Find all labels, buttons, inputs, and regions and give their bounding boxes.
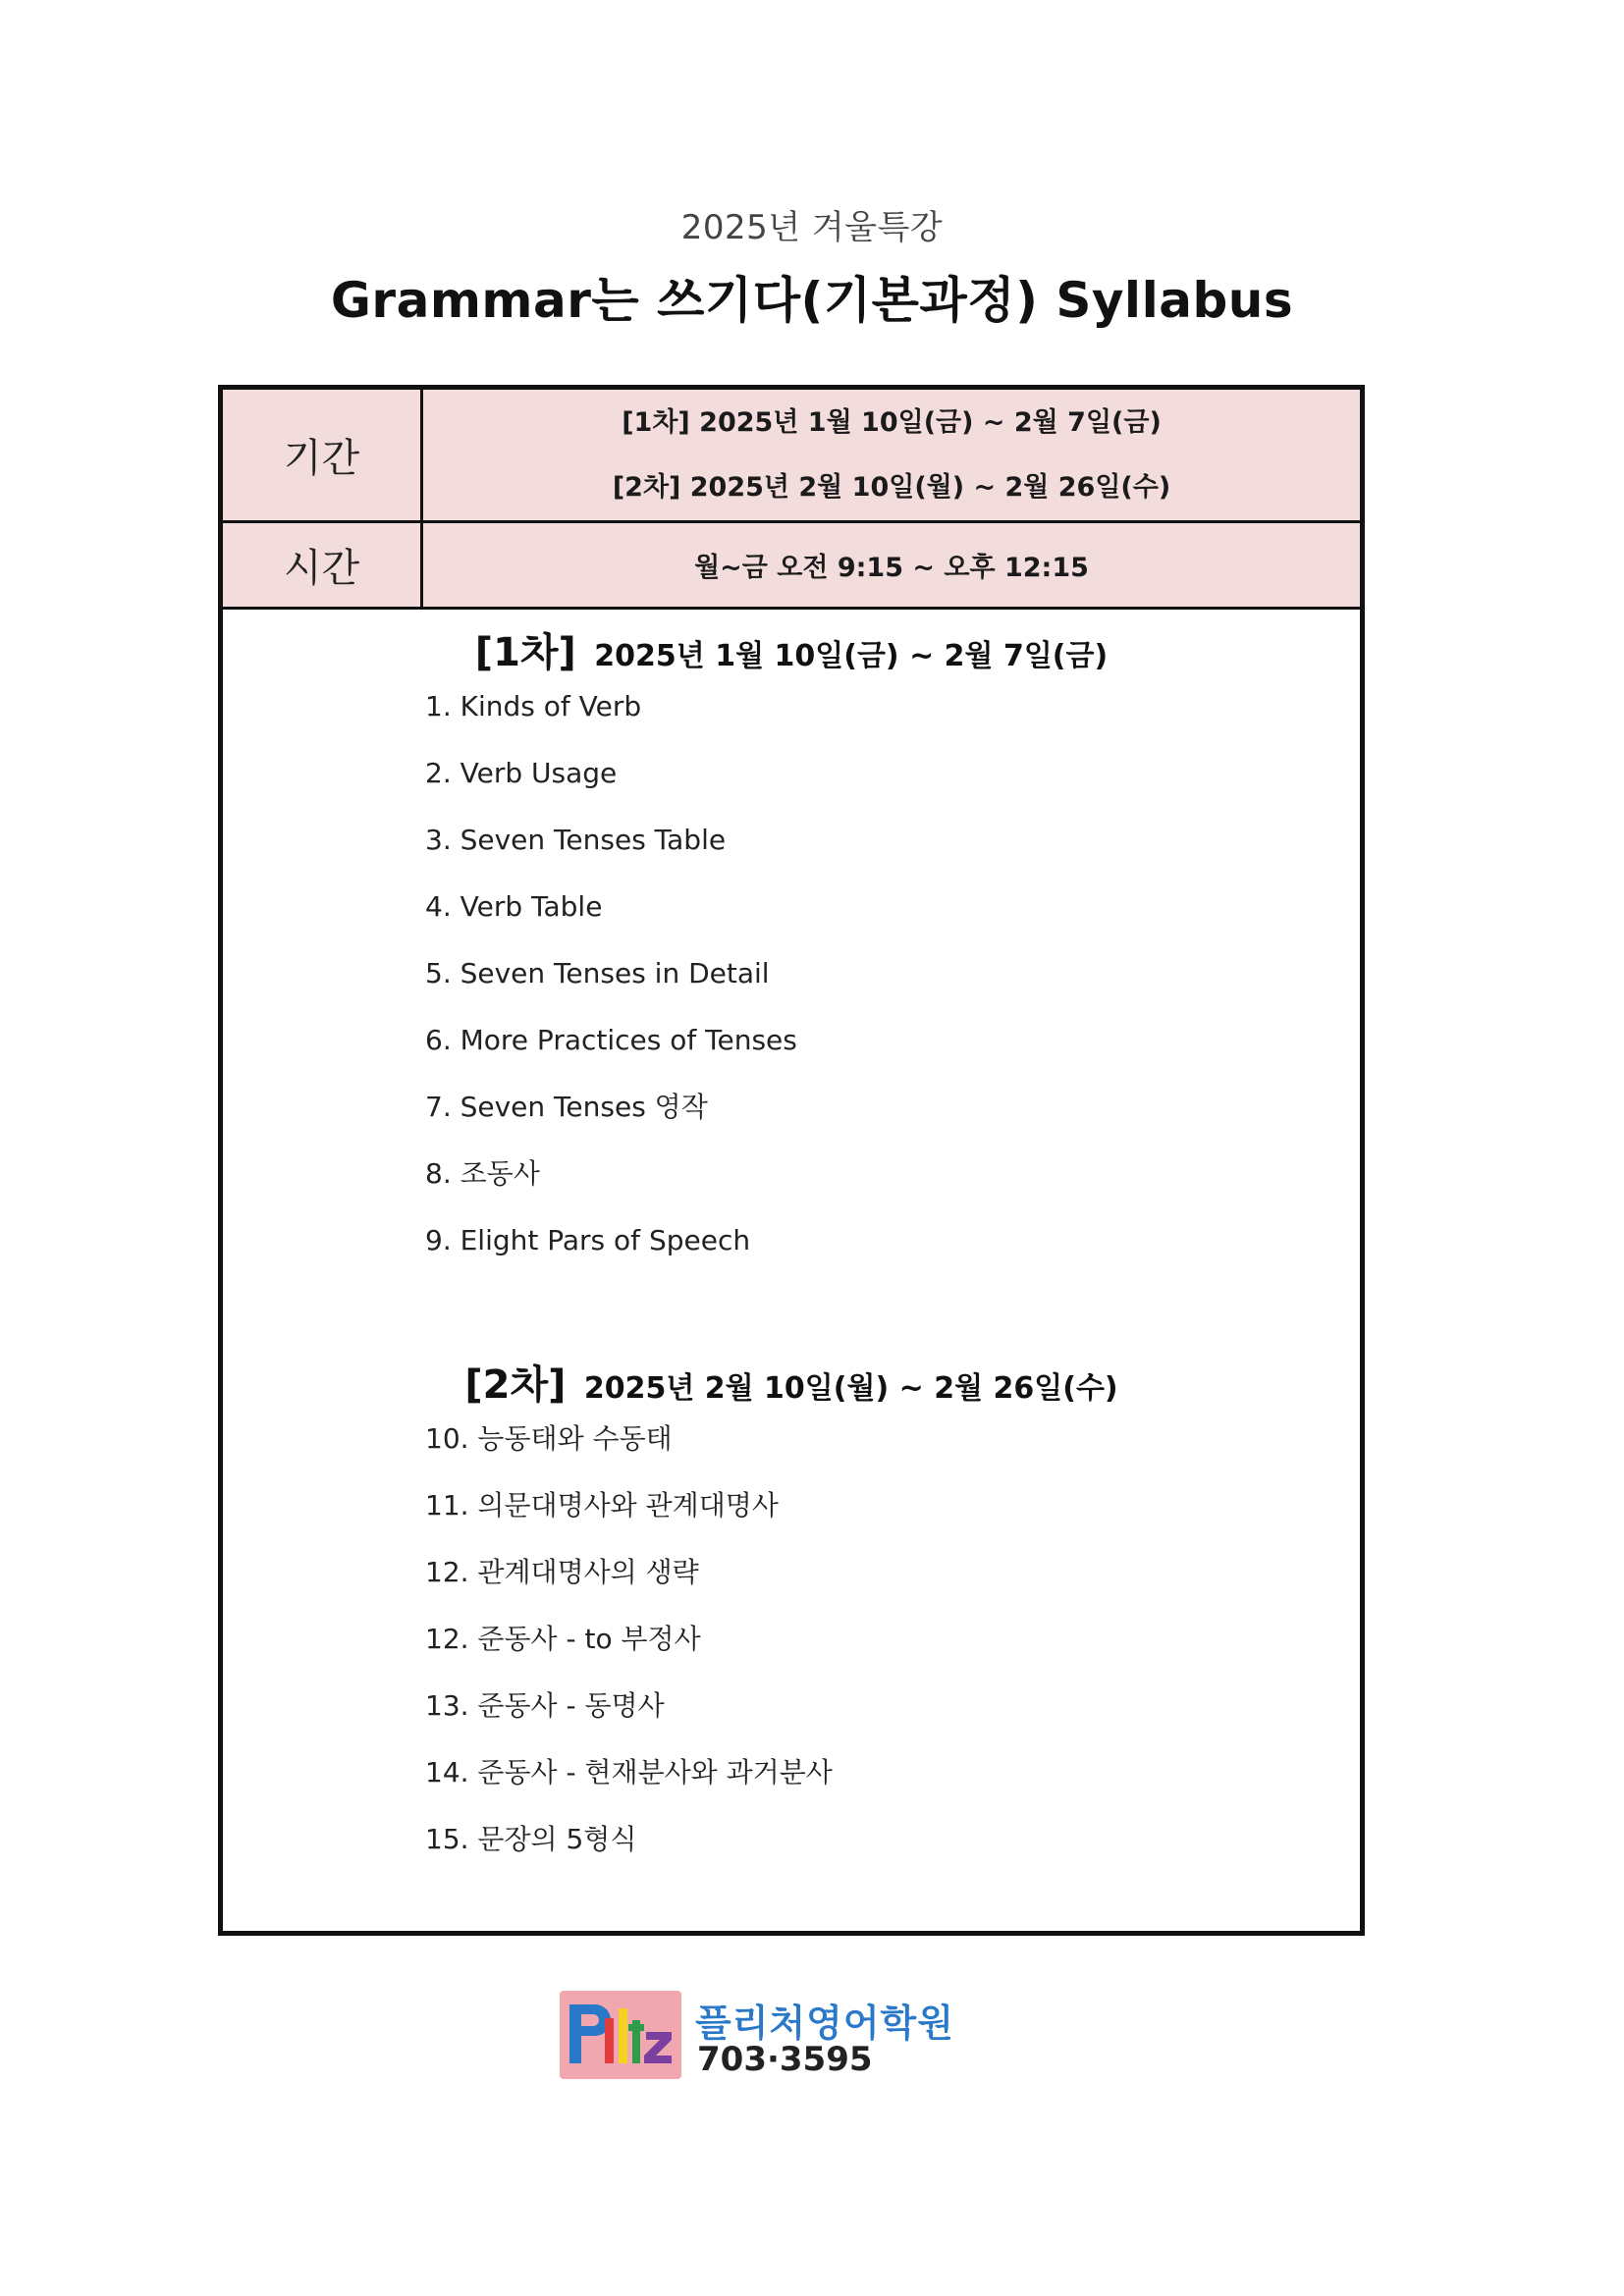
lesson-list-2 <box>425 1415 833 1882</box>
lesson-list-1 <box>425 682 797 1283</box>
section-title-2 <box>223 1354 1360 1410</box>
period-value-1: [1차] 2025년 1월 10일(금) ~ 2월 7일(금) <box>622 406 1162 438</box>
list-item: 6. More Practices of Tenses <box>425 1024 797 1056</box>
section-dates-1: 2025년 1월 10일(금) ~ 2월 7일(금) <box>594 639 1109 673</box>
list-item: 10. 능동태와 수동태 <box>425 1422 673 1455</box>
time-label: 시간 <box>223 523 423 607</box>
academy-logo-icon <box>560 1991 681 2079</box>
list-item: 12. 준동사 - to 부정사 <box>425 1623 701 1655</box>
page-subtitle: 2025년 겨울특강 <box>680 208 944 247</box>
list-item: 9. Elight Pars of Speech <box>425 1224 751 1256</box>
page-title: Grammar는 쓰기다(기본과정) Syllabus <box>330 272 1294 329</box>
time-value: 월~금 오전 9:15 ~ 오후 12:15 <box>694 553 1089 583</box>
academy-phone: 703·3595 <box>697 2040 873 2079</box>
section-tag-2: [2차] <box>464 1362 567 1408</box>
list-item: 4. Verb Table <box>425 890 603 923</box>
section-title-1 <box>223 621 1360 677</box>
syllabus-frame <box>218 385 1365 1936</box>
period-label: 기간 <box>223 390 423 520</box>
section-dates-2: 2025년 2월 10일(월) ~ 2월 26일(수) <box>583 1371 1118 1406</box>
period-value-2: [2차] 2025년 2월 10일(월) ~ 2월 26일(수) <box>612 471 1171 503</box>
list-item: 15. 문장의 5형식 <box>425 1823 637 1855</box>
list-item: 14. 준동사 - 현재분사와 과거분사 <box>425 1756 833 1789</box>
section-tag-1: [1차] <box>474 630 576 675</box>
list-item: 8. 조동사 <box>425 1157 540 1190</box>
list-item: 11. 의문대명사와 관계대명사 <box>425 1489 779 1522</box>
list-item: 7. Seven Tenses 영작 <box>425 1091 708 1123</box>
period-values <box>423 390 1360 520</box>
list-item: 13. 준동사 - 동명사 <box>425 1689 665 1722</box>
period-row <box>223 390 1360 523</box>
list-item: 2. Verb Usage <box>425 757 618 789</box>
list-item: 1. Kinds of Verb <box>425 690 642 722</box>
list-item: 3. Seven Tenses Table <box>425 824 727 856</box>
list-item: 12. 관계대명사의 생략 <box>425 1556 699 1588</box>
academy-name: 플리처영어학원 <box>695 2002 954 2045</box>
time-row <box>223 523 1360 610</box>
list-item: 5. Seven Tenses in Detail <box>425 957 770 989</box>
academy-logo-block <box>560 1991 972 2085</box>
